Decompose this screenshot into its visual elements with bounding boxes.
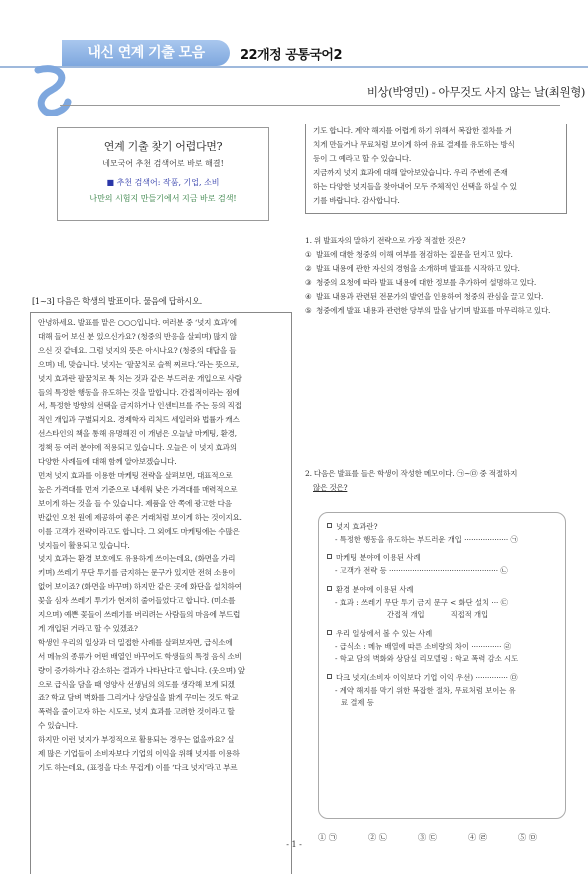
header-divider [60,105,560,106]
question-1-stem: 1. 위 발표자의 말하기 전략으로 가장 적절한 것은? [305,236,466,245]
passage-line: 수 있습니다. [38,721,78,731]
memo-box [318,512,566,819]
bullet-icon [327,586,332,591]
passage-line: 게 개입된 거라고 할 수 있겠죠? [38,623,138,633]
option-text: 발표 내용과 관련된 전문가의 발언을 인용하여 청중의 관심을 끌고 있다. [316,291,544,301]
answer-choice-5: ⑤ ㉤ [518,832,537,842]
passage-line: 기를 바랍니다. 감사합니다. [313,195,400,205]
memo-annotation: 간접적 개입 [387,610,425,620]
option-row [305,304,575,318]
passage-line: 들의 특정한 행동을 유도하는 것을 말합니다. 간접적이라는 점에 [38,387,240,397]
question-header: [1~3] 다음은 학생의 발표이다. 물음에 답하시오. [32,296,202,306]
passage-line: 먼저 넛지 효과를 이용한 마케팅 전략을 살펴보면, 대표적으로 [38,470,233,480]
memo-detail: - 급식소 : 메뉴 배열에 따른 소비량의 차이 ············· ㉣ [335,641,512,651]
option-row [305,248,575,262]
question-2 [305,467,575,495]
passage-left [30,312,292,874]
memo-detail: - 특정한 행동을 유도하는 부드러운 개입 ··················· ㉠ [335,534,518,544]
passage-line: 학생인 우리의 일상과 더 밀접한 사례를 살펴보자면, 급식소에 [38,637,233,647]
subject-title: 22개정 공통국어2 [240,48,343,63]
passage-line: 키며) 쓰레기 무단 투기를 금지하는 문구가 있지만 전혀 소용이 [38,568,236,578]
option-number: ④ [305,291,312,301]
option-number: ⑤ [305,305,312,315]
passage-line: 서, 특정한 방향의 선택을 금지하거나 인센티브를 주는 등의 직접 [38,401,242,411]
passage-line: 대해 들어 보신 분 있으신가요? (청중의 반응을 살피며) 많지 않 [38,331,237,341]
bullet-icon [327,554,332,559]
ad-box [57,127,269,221]
ad-keywords: ■ 추천 검색어: 작품, 기업, 소비 [106,178,220,187]
answer-choice-3: ③ ㉢ [418,832,437,842]
option-row [305,262,575,276]
passage-line: 넛지 효과는 환경 보호에도 유용하게 쓰이는데요, (화면을 가리 [38,554,236,564]
memo-detail: - 효과 : 쓰레기 무단 투기 금지 문구 < 화단 설치 ··· ㉢ [335,597,508,607]
page-number: - 1 - [286,840,302,849]
passage-line: 높은 가격대를 먼저 기준으로 내세워 낮은 가격대를 매력적으로 [38,484,238,494]
passage-line: 으며) 네, 맞습니다. 넛지는 ‘팔꿈치로 슬쩍 찌르다.’라는 뜻으로, [38,359,239,369]
banner-title: 내신 연계 기출 모음 [62,40,230,66]
memo-item: 넛지 효과란? [336,522,378,531]
memo-detail: - 고객가 전략 등 ··············································· ㉡ [335,566,508,576]
passage-line: 반값인 오천 원에 제공하여 좋은 거래처럼 보이게 하는 것이지요. [38,512,242,522]
ad-subtitle: 네모국어 추천 검색어로 바로 해결! [102,159,224,168]
memo-annotation: 직접적 개입 [450,610,489,620]
answer-choice-1: ① ㉠ [318,832,337,842]
ad-title: 연계 기출 찾기 어렵다면? [103,140,223,153]
memo-item: 환경 분야에 이용된 사례 [336,584,414,594]
passage-line: 지금까지 넛지 효과에 대해 알아보았습니다. 우리 주변에 존재 [313,167,508,177]
option-number: ② [305,263,312,273]
option-text: 청중에게 발표 내용과 관련한 당부의 말을 남기며 발표를 마무리하고 있다. [316,305,551,315]
passage-right [305,124,567,214]
passage-line: 없어 보이죠? (화면을 바꾸며) 하지만 같은 곳에 화단을 설치하여 [38,582,242,592]
memo-detail: 료 결제 등 [341,698,374,708]
option-row [305,276,575,290]
option-number: ③ [305,277,312,287]
passage-line: 으신 것 같네요. 그럼 넛지의 뜻은 아시나요? (청중의 대답을 들 [38,345,237,355]
passage-line: 량이 증가하거나 감소하는 결과가 나타난다고 합니다. (웃으며) 앞 [38,665,245,675]
passage-line: 하는 다양한 넛지들을 찾아내어 모두 주체적인 선택을 하실 수 있 [313,181,517,191]
option-text: 발표 내용에 관한 자신의 경험을 소개하며 발표를 시작하고 있다. [316,263,520,273]
passage-line: 하지만 이런 넛지가 부정적으로 활용되는 경우는 없을까요? 실 [38,735,235,745]
passage-line: 적인 개입과 구별되지요. 경제학자 리처드 세일러와 법률가 캐스 [38,415,240,425]
header-rule [0,66,588,68]
option-text: 발표에 대한 청중의 이해 여부를 점검하는 질문을 던지고 있다. [316,249,513,259]
memo-item: 다크 넛지(소비자 이익보다 기업 이익 우선) ·············· ㉤ [336,673,518,683]
passage-line: 기도 합니다. 계약 해지를 어렵게 하기 위해서 복잡한 절차를 거 [313,126,512,135]
passage-line: 서 메뉴의 종류가 어떤 배열인 바꾸어도 학생들의 특정 음식 소비 [38,651,242,661]
passage-line: 으로 급식을 담을 때 영양사 선생님의 의도를 생각해 보게 되겠 [38,679,235,689]
passage-line: 치게 만들거나 무료처럼 보이게 하여 유료 결제를 유도하는 방식 [313,139,515,149]
passage-line: 다양한 사례들에 대해 함께 알아보겠습니다. [38,457,177,467]
passage-line: 선스타인의 책을 통해 유명해진 이 개념은 오늘날 마케팅, 환경, [38,429,237,439]
logo-icon [32,62,72,116]
option-row [305,290,575,304]
passage-line: 폭력을 줄이고자 하는 시도로, 넛지 효과를 고려한 것이라고 할 [38,707,235,717]
passage-line: 정책 등 여러 분야에 적용되고 있습니다. 오늘은 이 넛지 효과의 [38,443,237,453]
passage-line: 기도 하는데요, (표정을 다소 무겁게) 이를 ‘다크 넛지’라고 부르 [38,763,238,772]
memo-detail: - 학교 담의 벽화와 상담실 리모델링 : 학교 폭력 감소 시도 [335,654,519,664]
answer-choice-2: ② ㉡ [368,832,387,842]
passage-line: 보이게 하는 것을 들 수 있습니다. 제품을 안 쪽에 광고한 다음 [38,498,232,508]
memo-detail: - 계약 해지를 막기 위한 복잡한 절차, 무료처럼 보이는 유 [335,685,516,695]
passage-line: 넛지들이 활용되고 있습니다. [38,540,130,550]
passage-line: 안녕하세요. 발표를 맡은 ○○○입니다. 여러분 중 ‘넛지 효과’에 [38,318,237,327]
memo-item: 마케팅 분야에 이용된 사례 [336,553,421,563]
question-2-stem: 2. 다음은 발표를 들은 학생이 작성한 메모이다. ㉠~㉤ 중 적절하지 [305,469,518,478]
passage-line: 등이 그 예라고 할 수 있습니다. [313,153,412,163]
option-text: 청중의 요청에 따라 발표 내용에 대한 정보를 추가하여 설명하고 있다. [316,277,537,287]
memo-item: 우리 일상에서 볼 수 있는 사례 [336,628,433,638]
passage-line: 꽃을 심자 쓰레기 투기가 현저히 줄어들었다고 합니다. (미소를 [38,596,236,606]
bullet-icon [327,674,332,679]
ad-cta: 나만의 시험지 만들기에서 지금 바로 검색! [89,194,237,203]
bullet-icon [327,523,332,528]
passage-line: 넛지 효과란 팔꿈치로 툭 치는 것과 같은 부드러운 개입으로 사람 [38,373,242,383]
question-2-stem-cont: 않은 것은? [313,482,348,492]
passage-line: 지으며) 예쁜 꽃들이 쓰레기를 버리려는 사람들의 마음에 부드럽 [38,610,241,620]
passage-line: 죠? 학교 담벼 벽화를 그리거나 상담실을 밝게 꾸미는 것도 학교 [38,693,239,703]
passage-line: 이를 고객가 전략이라고도 합니다. 그 외에도 마케팅에는 수많은 [38,526,240,536]
passage-line: 제 많은 기업들이 소비자보다 기업의 이익을 위해 넛지를 이용하 [38,749,240,759]
bullet-icon [327,630,332,635]
question-1 [305,234,575,317]
answer-choice-4: ④ ㉣ [468,832,487,842]
option-number: ① [305,249,312,259]
source-title: 비상(박영민) - 아무것도 사지 않는 날(최원형) [366,85,585,99]
